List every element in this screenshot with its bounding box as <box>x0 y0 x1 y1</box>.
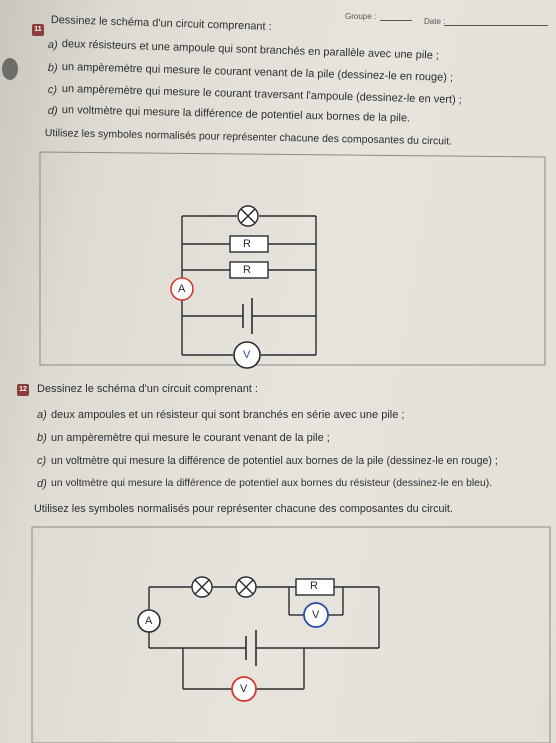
voltmeter-red-label: V <box>240 683 248 695</box>
ex11-item-a-letter: a) <box>47 39 58 52</box>
ex12-item-d: un voltmètre qui mesure la différence de potentiel aux bornes du résisteur (dessinez-le en bleu). <box>51 478 493 489</box>
date-label: Date : <box>424 17 446 26</box>
ex12-answer-box <box>32 527 550 743</box>
ex12-item-c-letter: c) <box>37 455 47 467</box>
ex11-item-a: deux résisteurs et une ampoule qui sont branchés en parallèle avec une pile ; <box>61 38 440 62</box>
resistor-1-label: R <box>243 238 251 250</box>
ex12-item-a: deux ampoules et un résisteur qui sont branchés en série avec une pile ; <box>51 409 405 421</box>
groupe-label: Groupe : <box>345 12 377 21</box>
voltmeter-blue-label: V <box>312 609 320 621</box>
exercise-11-badge: 11 <box>32 24 44 36</box>
bulb-1-icon <box>192 577 212 597</box>
ex11-item-d: un voltmètre qui mesure la différence de potentiel aux bornes de la pile. <box>61 104 411 125</box>
ex12-instruction: Utilisez les symboles normalisés pour représenter chacune des composantes du circuit. <box>34 503 453 515</box>
ex11-answer-box <box>40 152 545 365</box>
ex12-item-b: un ampèremètre qui mesure le courant venant de la pile ; <box>51 432 330 444</box>
ex12-title: Dessinez le schéma d'un circuit comprenant : <box>37 383 258 395</box>
voltmeter-label: V <box>243 349 251 361</box>
ex12-item-d-letter: d) <box>37 478 47 490</box>
ex12-item-b-letter: b) <box>37 432 47 444</box>
resistor-12-label: R <box>310 580 318 592</box>
bulb-2-icon <box>236 577 256 597</box>
ex12-item-c: un voltmètre qui mesure la différence de potentiel aux bornes de la pile (dessinez-le en rouge) ; <box>51 455 498 467</box>
ex12-item-a-letter: a) <box>37 409 47 421</box>
battery-icon <box>243 298 252 334</box>
ex11-item-c: un ampèremètre qui mesure le courant traversant l'ampoule (dessinez-le en vert) ; <box>61 83 462 107</box>
ex11-item-b: un ampèremètre qui mesure le courant venant de la pile (dessinez-le en rouge) ; <box>61 61 454 84</box>
ex11-item-b-letter: b) <box>47 62 58 75</box>
battery-12-icon <box>246 630 256 666</box>
ex11-instruction: Utilisez les symboles normalisés pour représenter chacune des composantes du circuit. <box>44 127 453 148</box>
ex11-title: Dessinez le schéma d'un circuit comprenant : <box>50 14 272 33</box>
ex11-item-d-letter: d) <box>47 105 58 118</box>
ex11-item-c-letter: c) <box>47 84 58 97</box>
bulb-icon <box>238 206 258 226</box>
exercise-12-badge: 12 <box>17 384 29 396</box>
ammeter-12-label: A <box>145 615 153 627</box>
resistor-2-label: R <box>243 264 251 276</box>
ammeter-label: A <box>178 283 186 295</box>
circuit-12 <box>149 587 379 689</box>
